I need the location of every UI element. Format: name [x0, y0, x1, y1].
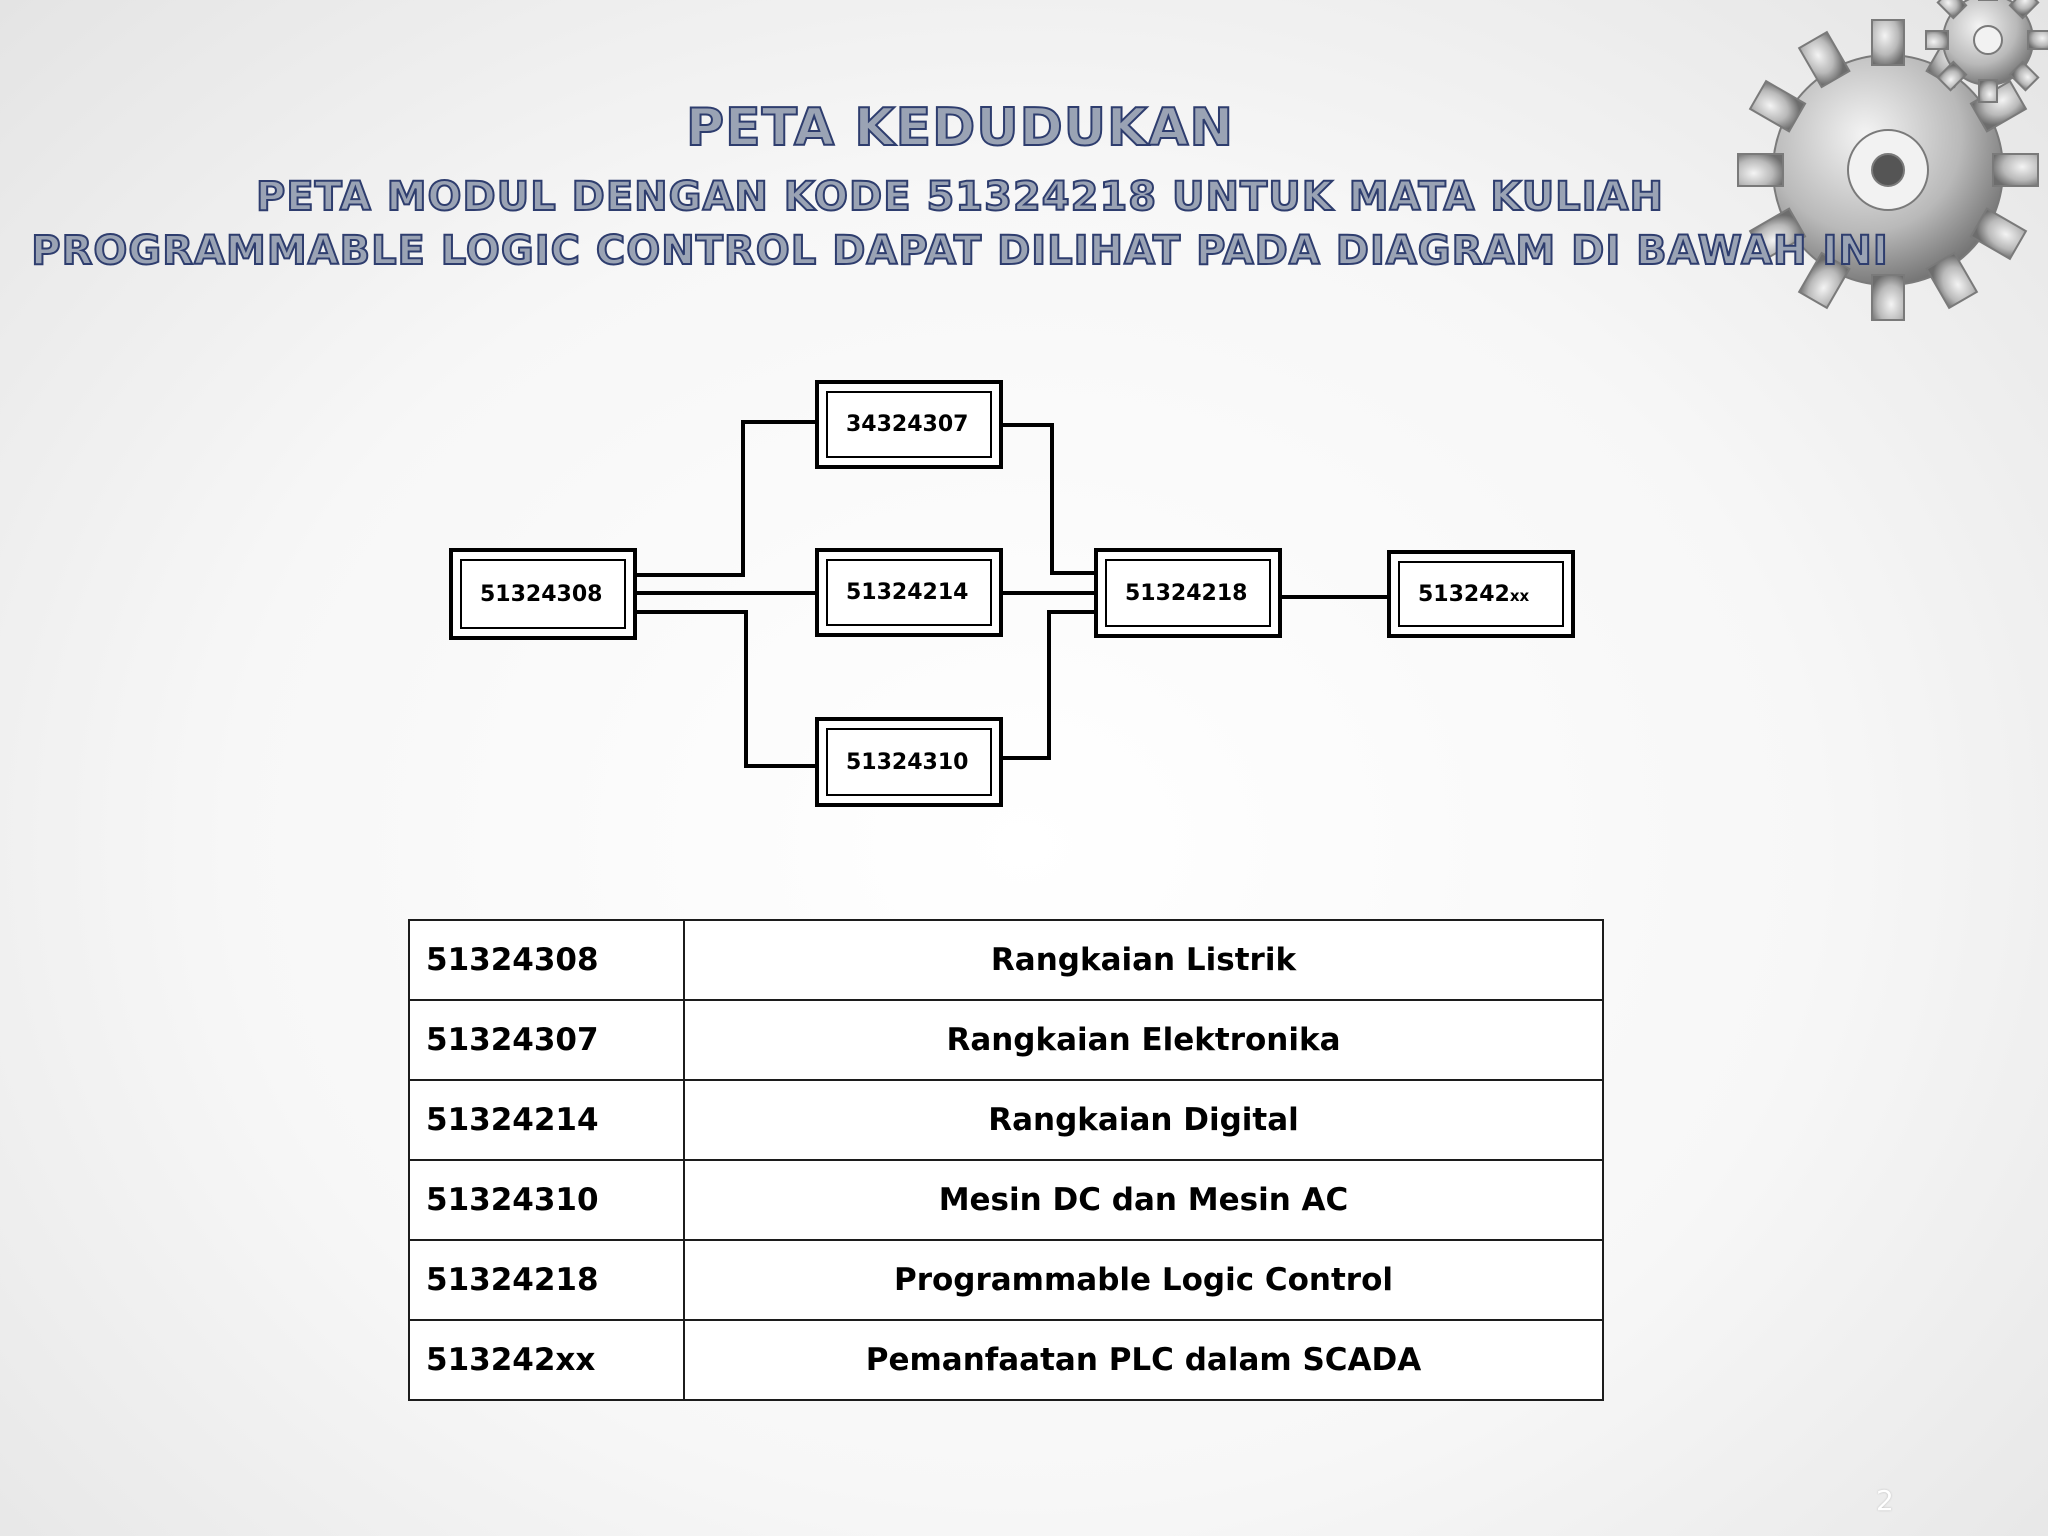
slide-subtitle-line1: PETA MODUL DENGAN KODE 51324218 UNTUK MATA KULIAH	[256, 174, 1664, 220]
node-label: 51324218	[1125, 580, 1248, 606]
table-row	[409, 1080, 1603, 1160]
module-name-cell: Mesin DC dan Mesin AC	[684, 1160, 1603, 1240]
table-row	[409, 1000, 1603, 1080]
module-table	[408, 919, 1604, 1401]
node-51324308	[449, 548, 637, 640]
table-row	[409, 1160, 1603, 1240]
module-name-cell: Rangkaian Listrik	[684, 920, 1603, 1000]
module-code-cell: 51324307	[409, 1000, 684, 1080]
module-code-cell: 51324214	[409, 1080, 684, 1160]
node-51324218	[1094, 548, 1282, 638]
module-code-cell: 51324218	[409, 1240, 684, 1320]
table-row	[409, 920, 1603, 1000]
module-name-cell: Pemanfaatan PLC dalam SCADA	[684, 1320, 1603, 1400]
module-name-cell: Rangkaian Digital	[684, 1080, 1603, 1160]
node-34324307	[815, 380, 1003, 469]
node-label: 51324310	[846, 749, 969, 775]
node-label: 51324214	[846, 580, 969, 605]
slide-subtitle-line2: PROGRAMMABLE LOGIC CONTROL DAPAT DILIHAT PADA DIAGRAM DI BAWAH INI	[31, 228, 1889, 274]
module-code-cell: 513242xx	[409, 1320, 684, 1400]
node-label	[1418, 582, 1529, 607]
node-51324214	[815, 548, 1003, 637]
connector-307-to-218	[996, 425, 1095, 573]
page-number: 2	[1876, 1484, 1894, 1517]
module-name-cell: Rangkaian Elektronika	[684, 1000, 1603, 1080]
connector-310-to-218	[996, 612, 1095, 758]
node-513242xx	[1387, 550, 1575, 638]
slide-title: PETA KEDUDUKAN	[685, 98, 1235, 158]
connector-308-to-310	[636, 612, 818, 766]
table-row	[409, 1240, 1603, 1320]
connector-308-to-307	[636, 422, 818, 575]
node-51324310	[815, 717, 1003, 807]
module-code-cell: 51324308	[409, 920, 684, 1000]
node-label: 51324308	[480, 581, 603, 607]
node-label-suffix: xx	[1509, 586, 1530, 605]
node-label: 34324307	[846, 412, 969, 437]
table-row	[409, 1320, 1603, 1400]
node-label-main: 513242	[1418, 581, 1510, 607]
module-code-cell: 51324310	[409, 1160, 684, 1240]
module-name-cell: Programmable Logic Control	[684, 1240, 1603, 1320]
